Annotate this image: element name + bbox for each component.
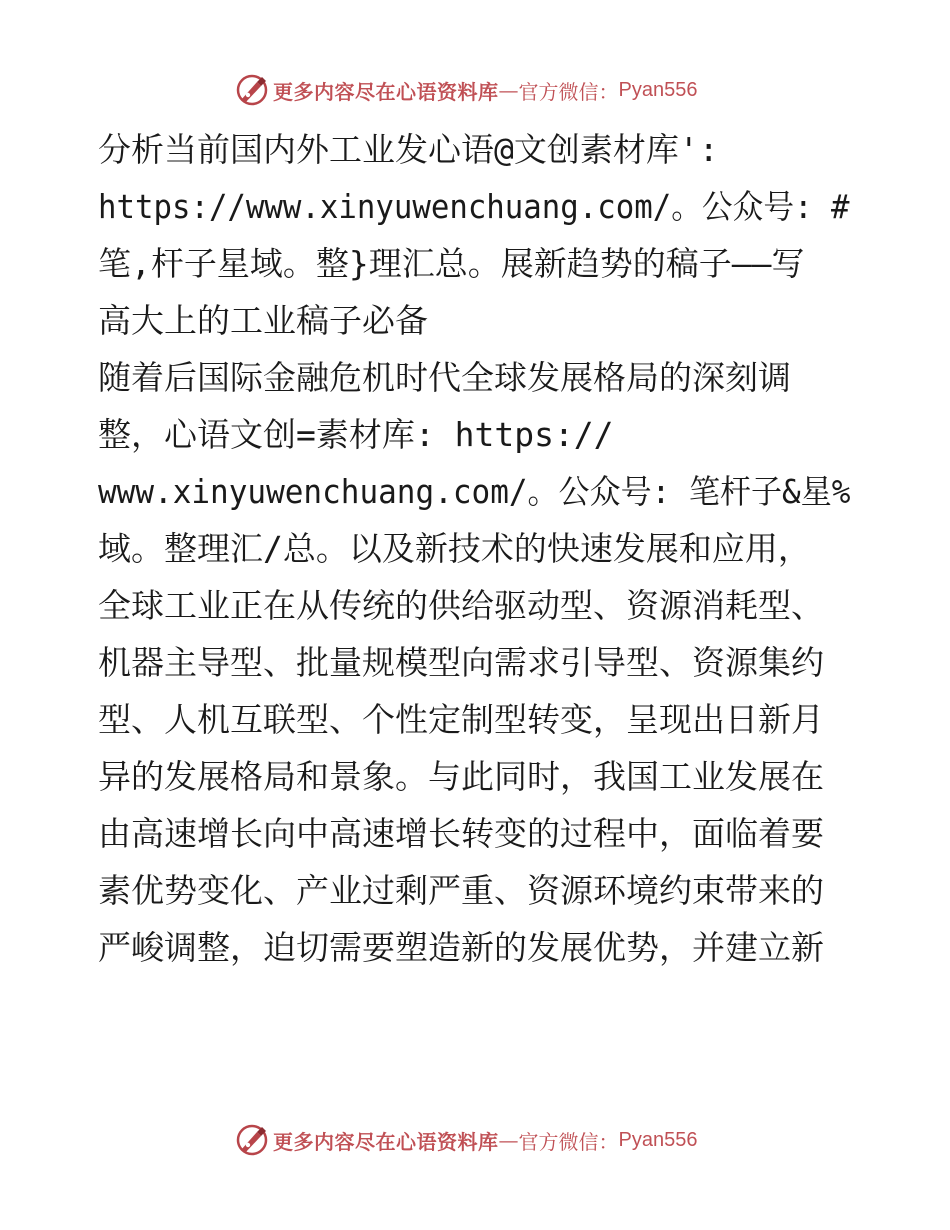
text-line: 机器主导型、批量规模型向需求引导型、资源集约 [98, 643, 824, 682]
text-line: 高大上的工业稿子必备 [98, 301, 428, 340]
banner-main-text: 更多内容尽在心语资料库 [273, 79, 499, 104]
text-line: 严峻调整，迫切需要塑造新的发展优势，并建立新 [98, 928, 824, 967]
banner-dash: — [498, 1128, 519, 1152]
paragraph-2 [98, 355, 850, 971]
text-line: 整，心语文创=素材库: https:// [98, 415, 614, 454]
pen-logo-icon [235, 1123, 269, 1157]
banner-wechat-id: Pyan556 [618, 1128, 698, 1151]
text-line: https://www.xinyuwenchuang.com/。公众号: # [98, 187, 850, 226]
banner-wechat-label: 官方微信： [518, 79, 619, 104]
text-line: www.xinyuwenchuang.com/。公众号: 笔杆子&星% [98, 472, 851, 511]
footer-banner [235, 1123, 697, 1157]
paragraph-1 [98, 127, 850, 344]
text-line: 分析当前国内外工业发心语@文创素材库': [98, 130, 719, 169]
banner-wechat-label: 官方微信： [518, 1129, 619, 1154]
text-line: 随着后国际金融危机时代全球发展格局的深刻调 [98, 358, 791, 397]
text-line: 全球工业正在从传统的供给驱动型、资源消耗型、 [98, 586, 824, 625]
text-line: 由高速增长向中高速增长转变的过程中，面临着要 [98, 814, 824, 853]
banner-dash: — [498, 78, 519, 102]
text-line: 笔,杆子星域。整}理汇总。展新趋势的稿子——写 [98, 244, 805, 283]
document-body [98, 127, 850, 982]
banner-main-text: 更多内容尽在心语资料库 [273, 1129, 499, 1154]
pen-logo-icon [235, 73, 269, 107]
text-line: 域。整理汇/总。以及新技术的快速发展和应用， [98, 529, 811, 568]
header-banner [235, 73, 697, 107]
text-line: 素优势变化、产业过剩严重、资源环境约束带来的 [98, 871, 824, 910]
text-line: 型、人机互联型、个性定制型转变，呈现出日新月 [98, 700, 824, 739]
banner-wechat-id: Pyan556 [618, 78, 698, 101]
text-line: 异的发展格局和景象。与此同时，我国工业发展在 [98, 757, 824, 796]
